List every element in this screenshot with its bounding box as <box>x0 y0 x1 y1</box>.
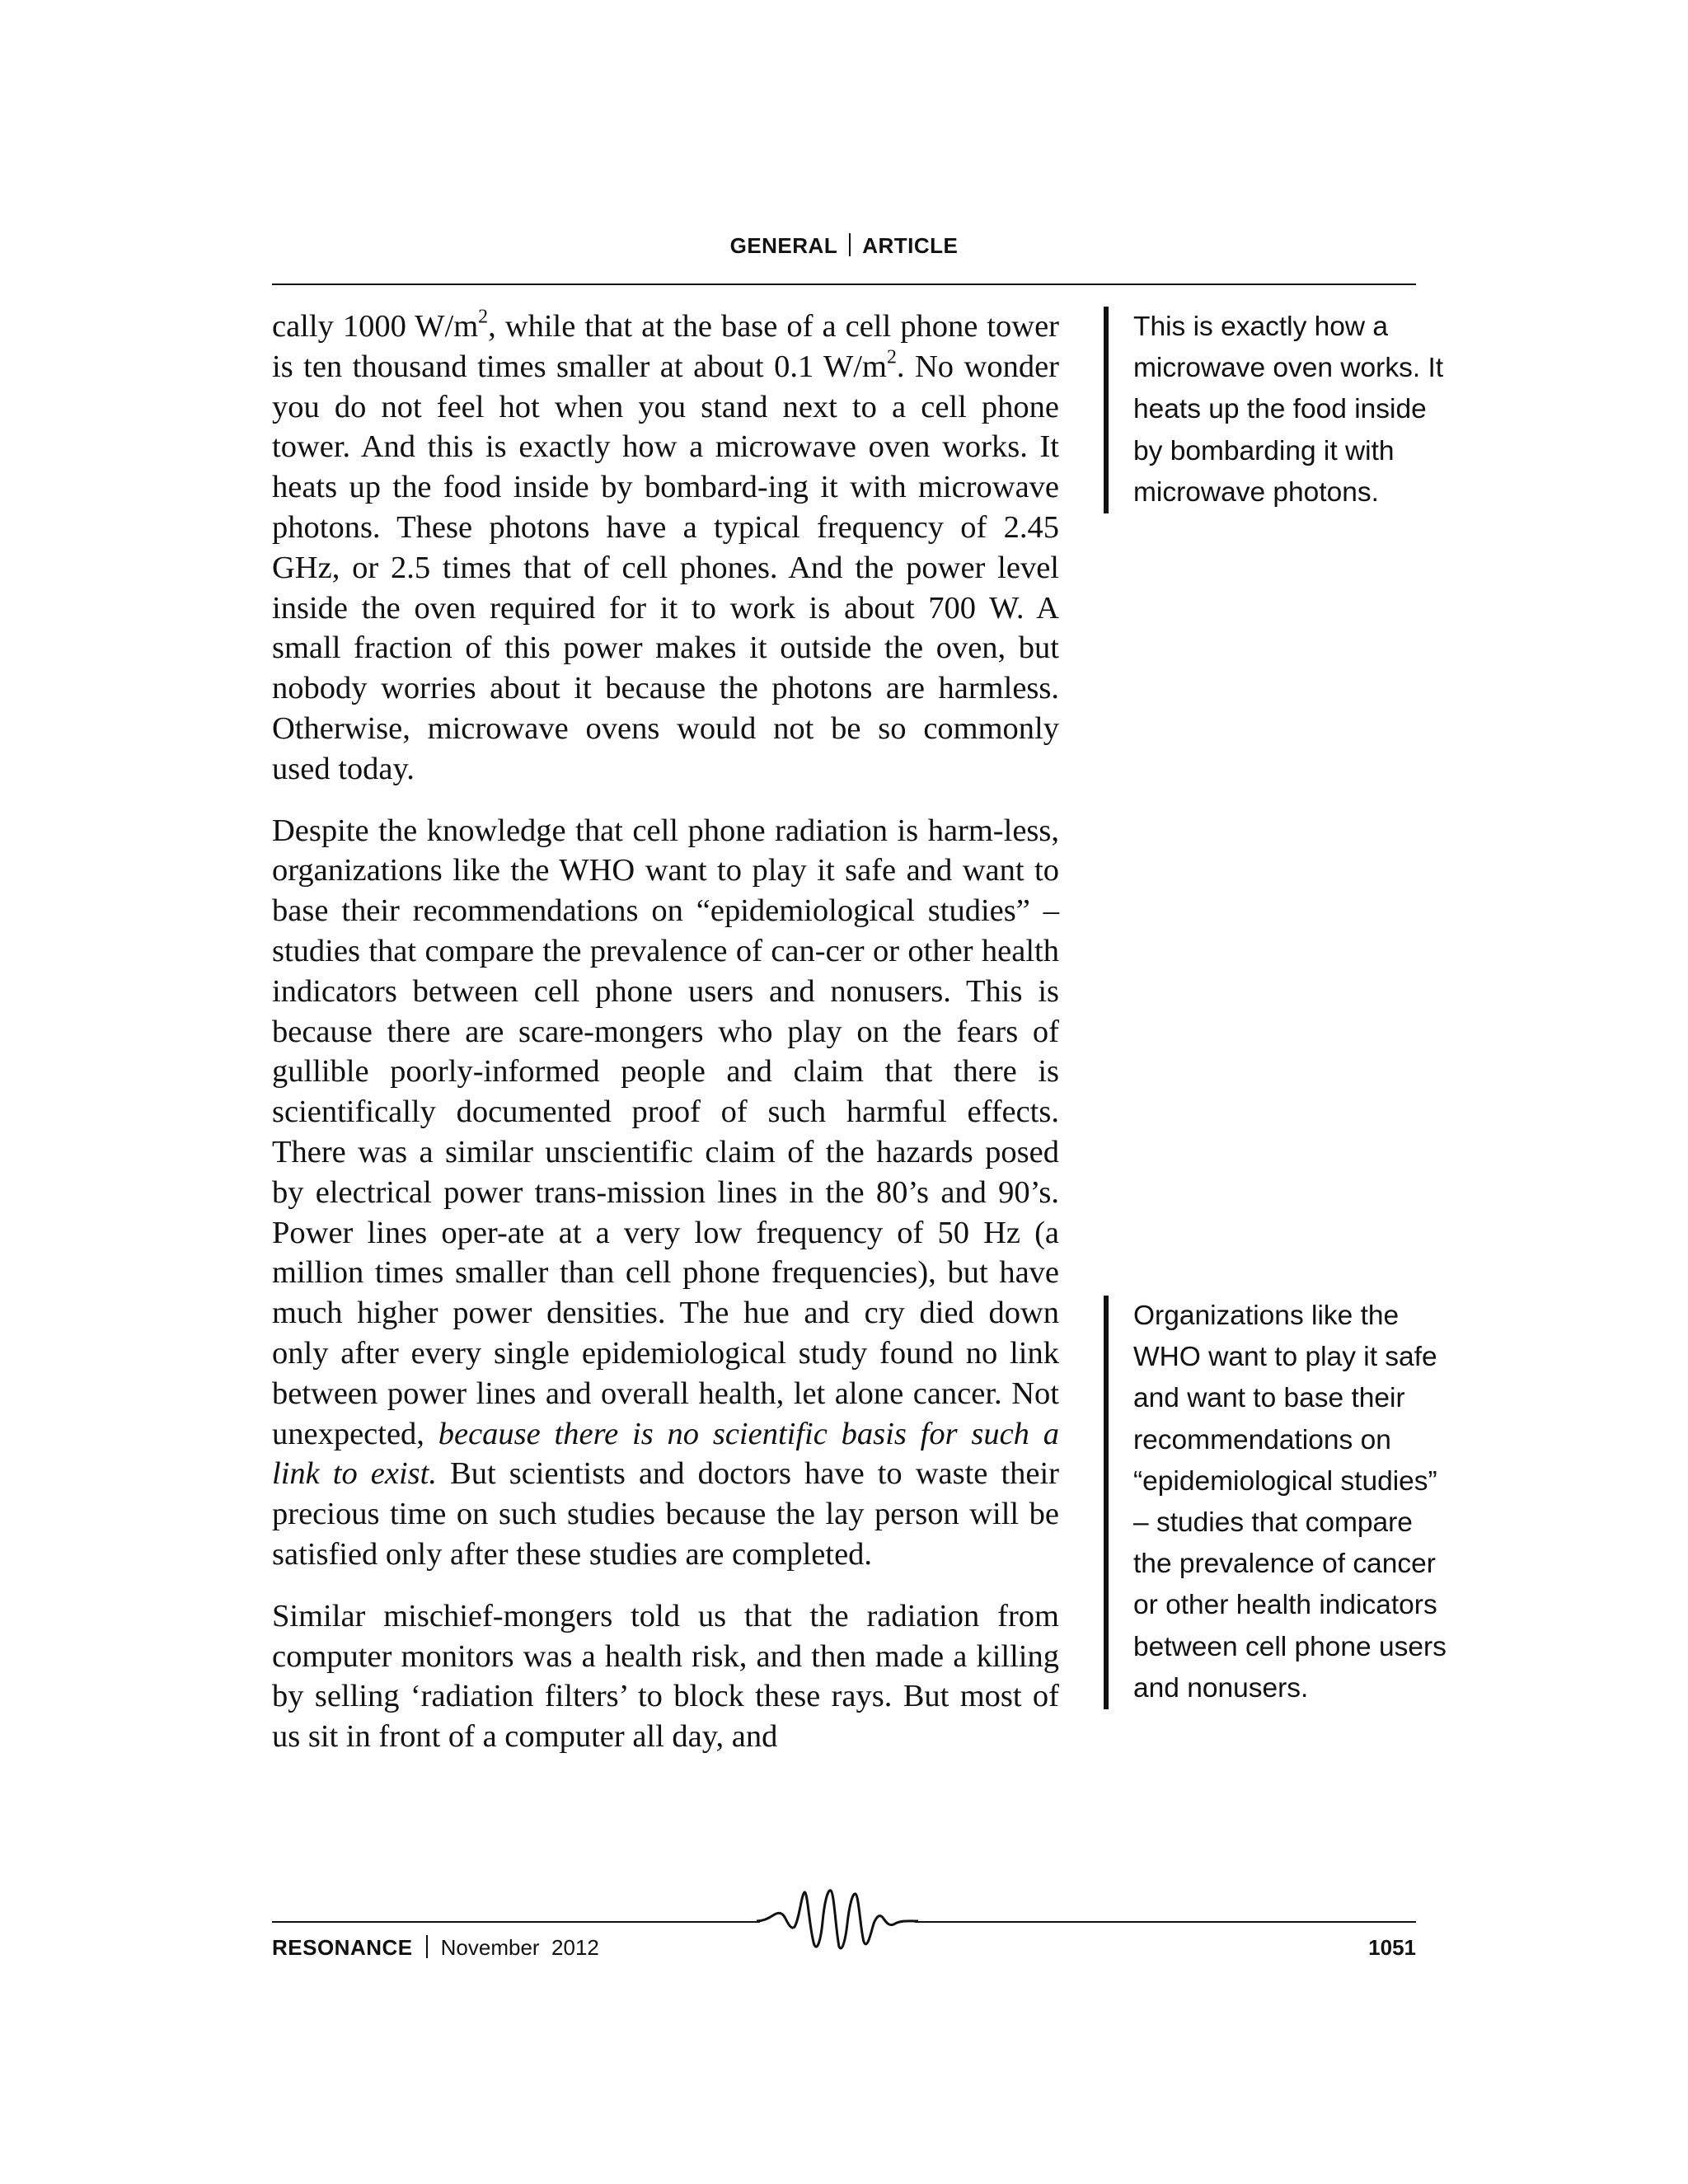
paragraph-2 <box>272 811 1059 1575</box>
journal-name: RESONANCE <box>272 1935 413 1960</box>
margin-note-microwave: This is exactly how a microwave oven works. It heats up the food inside by bombarding it with microwave photons. <box>1104 307 1447 513</box>
resonance-wave-logo <box>757 1881 918 1955</box>
paragraph-2-emphasis: because there is no scientific basis for such a link to exist. <box>272 1416 1059 1492</box>
paragraph-1-text-b: , while that at the base of a cell phone tower is ten thousand times smaller at about 0.1 W/m <box>272 309 1059 384</box>
header-rule <box>272 284 1416 285</box>
header-separator <box>849 233 851 256</box>
issue-date: November 2012 <box>440 1935 599 1960</box>
article-body <box>272 307 1059 1779</box>
running-header <box>272 233 1416 259</box>
header-type: ARTICLE <box>862 233 959 258</box>
paragraph-2-text-a: Despite the knowledge that cell phone radiation is harm-less, organizations like the WHO want to play it safe and want to base their recommendations on “epidemiological studies” – studies that compare the prevalence of can-cer or other health indicators between cell phone users and nonusers. This is because there are scare-mongers who play on the fears of gullible poorly-informed people and claim that there is scientifically documented proof of such harmful effects. There was a similar unscientific claim of the hazards posed by electrical power trans-mission lines in the 80’s and 90’s. Power lines oper-ate at a very low frequency of 50 Hz (a million times smaller than cell phone frequencies), but have much higher power densities. The hue and cry died down only after every single epidemiological study found no link between power lines and overall health, let alone cancer. Not unexpected, <box>272 813 1059 1451</box>
margin-note-who: Organizations like the WHO want to play it safe and want to base their recommendations on “epidemiological studies” – studies that compare the prevalence of cancer or other health indicators between cell phone users and nonusers. <box>1104 1296 1447 1709</box>
paragraph-3: Similar mischief-mongers told us that the radiation from computer monitors was a health risk, and then made a killing by selling ‘radiation filters’ to block these rays. But most of us sit in front of a computer all day, and <box>272 1598 1059 1755</box>
header-section: GENERAL <box>729 233 838 258</box>
paragraph-1-text-a: cally 1000 W/m <box>272 309 479 344</box>
footer-rule-right <box>915 1921 1416 1923</box>
paragraph-2-text-b: But scientists and doctors have to waste their precious time on such studies because the lay person will be satisfied only after these studies are completed. <box>272 1456 1060 1572</box>
page-number: 1051 <box>1368 1935 1416 1960</box>
footer-separator <box>426 1935 428 1958</box>
footer-journal-info <box>272 1935 599 1961</box>
paragraph-1 <box>272 307 1059 790</box>
superscript: 2 <box>886 346 897 368</box>
footer-rule-left <box>272 1921 760 1923</box>
superscript: 2 <box>478 306 489 328</box>
paragraph-1-text-c: . No wonder you do not feel hot when you stand next to a cell phone tower. And this is exactly how a microwave oven works. It heats up the food inside by bombard-ing it with microwave photons. These photons have a typical frequency of 2.45 GHz, or 2.5 times that of cell phones. And the power level inside the oven required for it to work is about 700 W. A small fraction of this power makes it outside the oven, but nobody worries about it because the photons are harmless. Otherwise, microwave ovens would not be so commonly used today. <box>272 349 1059 786</box>
